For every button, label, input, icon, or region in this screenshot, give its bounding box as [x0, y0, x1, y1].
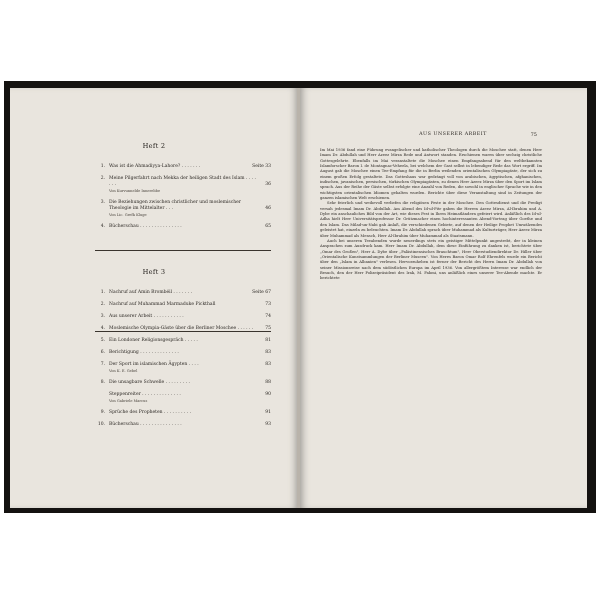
toc-entry-page: 88: [265, 380, 271, 385]
toc-entry: [95, 224, 271, 230]
toc-entry-title: Sprüche des Propheten . . . . . . . . . .: [109, 410, 192, 415]
toc-entry-title: Moslemische Olympia-Gäste über die Berliner Moschee . . . . . .: [109, 326, 254, 331]
toc-entry-author: Von Gabriele Marcus: [109, 399, 148, 403]
toc-entry-number: 6.: [100, 350, 105, 355]
toc-entry-number: 10.: [97, 422, 105, 427]
toc-entry-number: 3.: [100, 200, 105, 205]
heft2-title: Heft 2: [142, 142, 166, 150]
heft3-toc: [95, 290, 271, 434]
toc-entry-number: 2.: [100, 302, 105, 307]
toc-entry-title: Die Beziehungen zwischen christlicher und moslemischer Theologie im Mittelalter . . .: [109, 200, 241, 211]
toc-entry: [95, 362, 271, 374]
toc-entry-number: 2.: [100, 176, 105, 181]
toc-entry-page: 74: [265, 314, 271, 319]
toc-entry-page: 90: [265, 392, 271, 397]
toc-entry-page: Seite 33: [252, 164, 271, 169]
toc-entry-page: 91: [265, 410, 271, 415]
toc-entry-title: Der Sport im islamischen Ägypten . . . .: [109, 362, 199, 367]
toc-entry-title: Steppenreiter . . . . . . . . . . . . . .: [109, 392, 181, 397]
toc-entry-number: 8.: [100, 380, 105, 385]
page-number: 75: [530, 132, 537, 138]
toc-entry-number: 7.: [100, 362, 105, 367]
toc-entry-author: Von K. E. Gebel: [109, 369, 138, 373]
toc-entry: [95, 290, 271, 296]
toc-entry-page: 36: [265, 182, 271, 187]
toc-entry: [95, 422, 271, 428]
toc-entry: [95, 350, 271, 356]
toc-entry-page: 75: [265, 326, 271, 331]
toc-entry-number: 9.: [100, 410, 105, 415]
paragraph: Auch bei unseren Teeabenden wurde neuerdings stets ein geistiger Mittelpunkt angestrebt, der in kleinen Ansprachen zum Ausdruck kam. Herr Imam Dr. Abdullah, dem diese Einführung zu danken ist, berichtete über „Omar des Großen", Herr A. Dybe über „Palästinensisches Brauchtum", Herr Oberstudiendirektor Dr. Hiller über „Orientalische Kunstsammlungen der Berliner Museen". Von Herrn Baron Omar Rolf Ehrenfels wurde ein Bericht über den „Islam in Albanien" verlesen. Hervorzuheben ist ferner der Bericht des Herrn Imam Dr. Abdullah von seiner Missionsreise nach dem südöstlichen Europa im April 1936. Von allergrößtem Interesse war endlich der Besuch, den der Herr Polizeipräsident des Irak, M. Fahmi, uns anläßlich eines unserer Tee-Abende machte. Er berichtete: [320, 238, 542, 281]
toc-entry-title: Die unsagbare Schwelle . . . . . . . . .: [109, 380, 190, 385]
toc-entry-title: Aus unserer Arbeit . . . . . . . . . . .: [109, 314, 184, 319]
toc-entry-page: 83: [265, 362, 271, 367]
toc-entry: [95, 392, 271, 404]
toc-entry-number: 4.: [100, 224, 105, 229]
body-text: [320, 148, 542, 282]
toc-entry: [95, 338, 271, 344]
toc-entry-title: Was ist die Ahmadiyya-Lahore? . . . . . . .: [109, 164, 201, 169]
toc-entry-number: 4.: [100, 326, 105, 331]
toc-entry-page: 46: [265, 206, 271, 211]
toc-entry: [95, 380, 271, 386]
toc-entry-number: 1.: [100, 290, 105, 295]
left-page: [10, 88, 298, 508]
toc-entry: [95, 200, 271, 218]
toc-entry: [95, 410, 271, 416]
toc-entry-page: 83: [265, 350, 271, 355]
toc-entry: [95, 176, 271, 194]
toc-entry-page: Seite 67: [252, 290, 271, 295]
toc-entry-title: Ein Londoner Religionsgespräch . . . . .: [109, 338, 198, 343]
toc-entry-title: Meine Pilgerfahrt nach Mekka der heiligen Stadt des Islam . . . . . . .: [109, 176, 256, 187]
toc-entry-number: 5.: [100, 338, 105, 343]
toc-entry-author: Von Lic. Grefk Kluge: [109, 213, 147, 217]
toc-entry: [95, 314, 271, 320]
toc-entry-number: 1.: [100, 164, 105, 169]
toc-entry-title: Bücherschau . . . . . . . . . . . . . . .: [109, 422, 182, 427]
toc-entry-title: Berichtigung . . . . . . . . . . . . . .: [109, 350, 179, 355]
toc-entry-title: Bücherschau . . . . . . . . . . . . . . .: [109, 224, 182, 229]
heft3-title: Heft 3: [142, 268, 166, 276]
toc-entry-page: 73: [265, 302, 271, 307]
paragraph: Im Mai 1936 fand eine Führung evangelischer und katholischer Theologen durch die Moschee statt, denen Herr Imam Dr. Abdullah und Herr Azeez Mirza Rede und Antwort standen. Erschienen waren über sechzig christliche Gottesgelehrte. Ebenfalls im Mai veranstaltete die Moschee einen Empfangsabend für den weltbekannten Islamforscher Baron I. de Montagnac-Veheela, bei welchem der Gast selbst in lebendiger Rede das Wort ergriff. Im August gab die Moschee einen Tee-Empfang für die in Berlin weilenden orientalischen Olympiagäste, der sich zu einem großen Erfolg gestaltete. Das Gotteshaus war gedrängt voll von arabischen, ägyptischen, afghanischen, indischen, javanischen, persischen, türkischen Olympiagästen, zu denen Herr Azeez Mirza über den Sport im Islam sprach. Aus der Reihe der Gäste selbst erfolgte eine Anzahl von Reden, die sowohl in englischer Sprache wie in den wichtigsten orientalischen Idiomen gehalten wurden. Berichte über diese Veranstaltung sind in Zeitungen der ganzen islamischen Welt erschienen.: [320, 148, 542, 201]
right-page: [300, 88, 587, 508]
divider: [95, 331, 271, 332]
toc-entry-page: 65: [265, 224, 271, 229]
divider: [95, 250, 271, 251]
toc-entry-page: 81: [265, 338, 271, 343]
heft2-toc: [95, 164, 271, 236]
paragraph: Sehr feierlich und weihevoll verliefen die religiösen Feste in der Moschee. Den Gottesdienst und die Predigt versah jedesmal Imam Dr. Abdullah. Am Abend des Id-ul-Fitr gaben die Herren Azeez Mirza, Al-Ibrahim und A. Dybe ein anschauliches Bild von der Art, wie dieses Fest in Ihren Heimatländern gefeiert wird. Anläßlich des Id-ul-Adha hielt Herr Universitätsprofessor Dr. Grützmacher einen hochinteressanten Abend-Vortrag über Goethe und den Islam. Das Milad-un-Nabi gab Anlaß, die verschiedenen Gebiete, auf denen der Heilige Prophet Umwälzendes geleistet hat, einzeln zu beleuchten. Imam Dr. Abdullah sprach über Muhammad als Kulturträger, Herr Azeez Mirza über Muhammad als Mensch, Herr Al-Ibrahim über Muhammad als Staatsmann.: [320, 201, 542, 238]
toc-entry-author: Von Kurvunnelde Innerebbe: [109, 189, 161, 193]
running-head: AUS UNSERER ARBEIT: [419, 132, 487, 137]
toc-entry: [95, 302, 271, 308]
toc-entry-title: Nachruf auf Muhammad Marmaduke Pickthall: [109, 302, 216, 307]
toc-entry-number: 3.: [100, 314, 105, 319]
toc-entry-title: Nachruf auf Amin Brombéil . . . . . . .: [109, 290, 193, 295]
toc-entry: [95, 164, 271, 170]
toc-entry-page: 93: [265, 422, 271, 427]
